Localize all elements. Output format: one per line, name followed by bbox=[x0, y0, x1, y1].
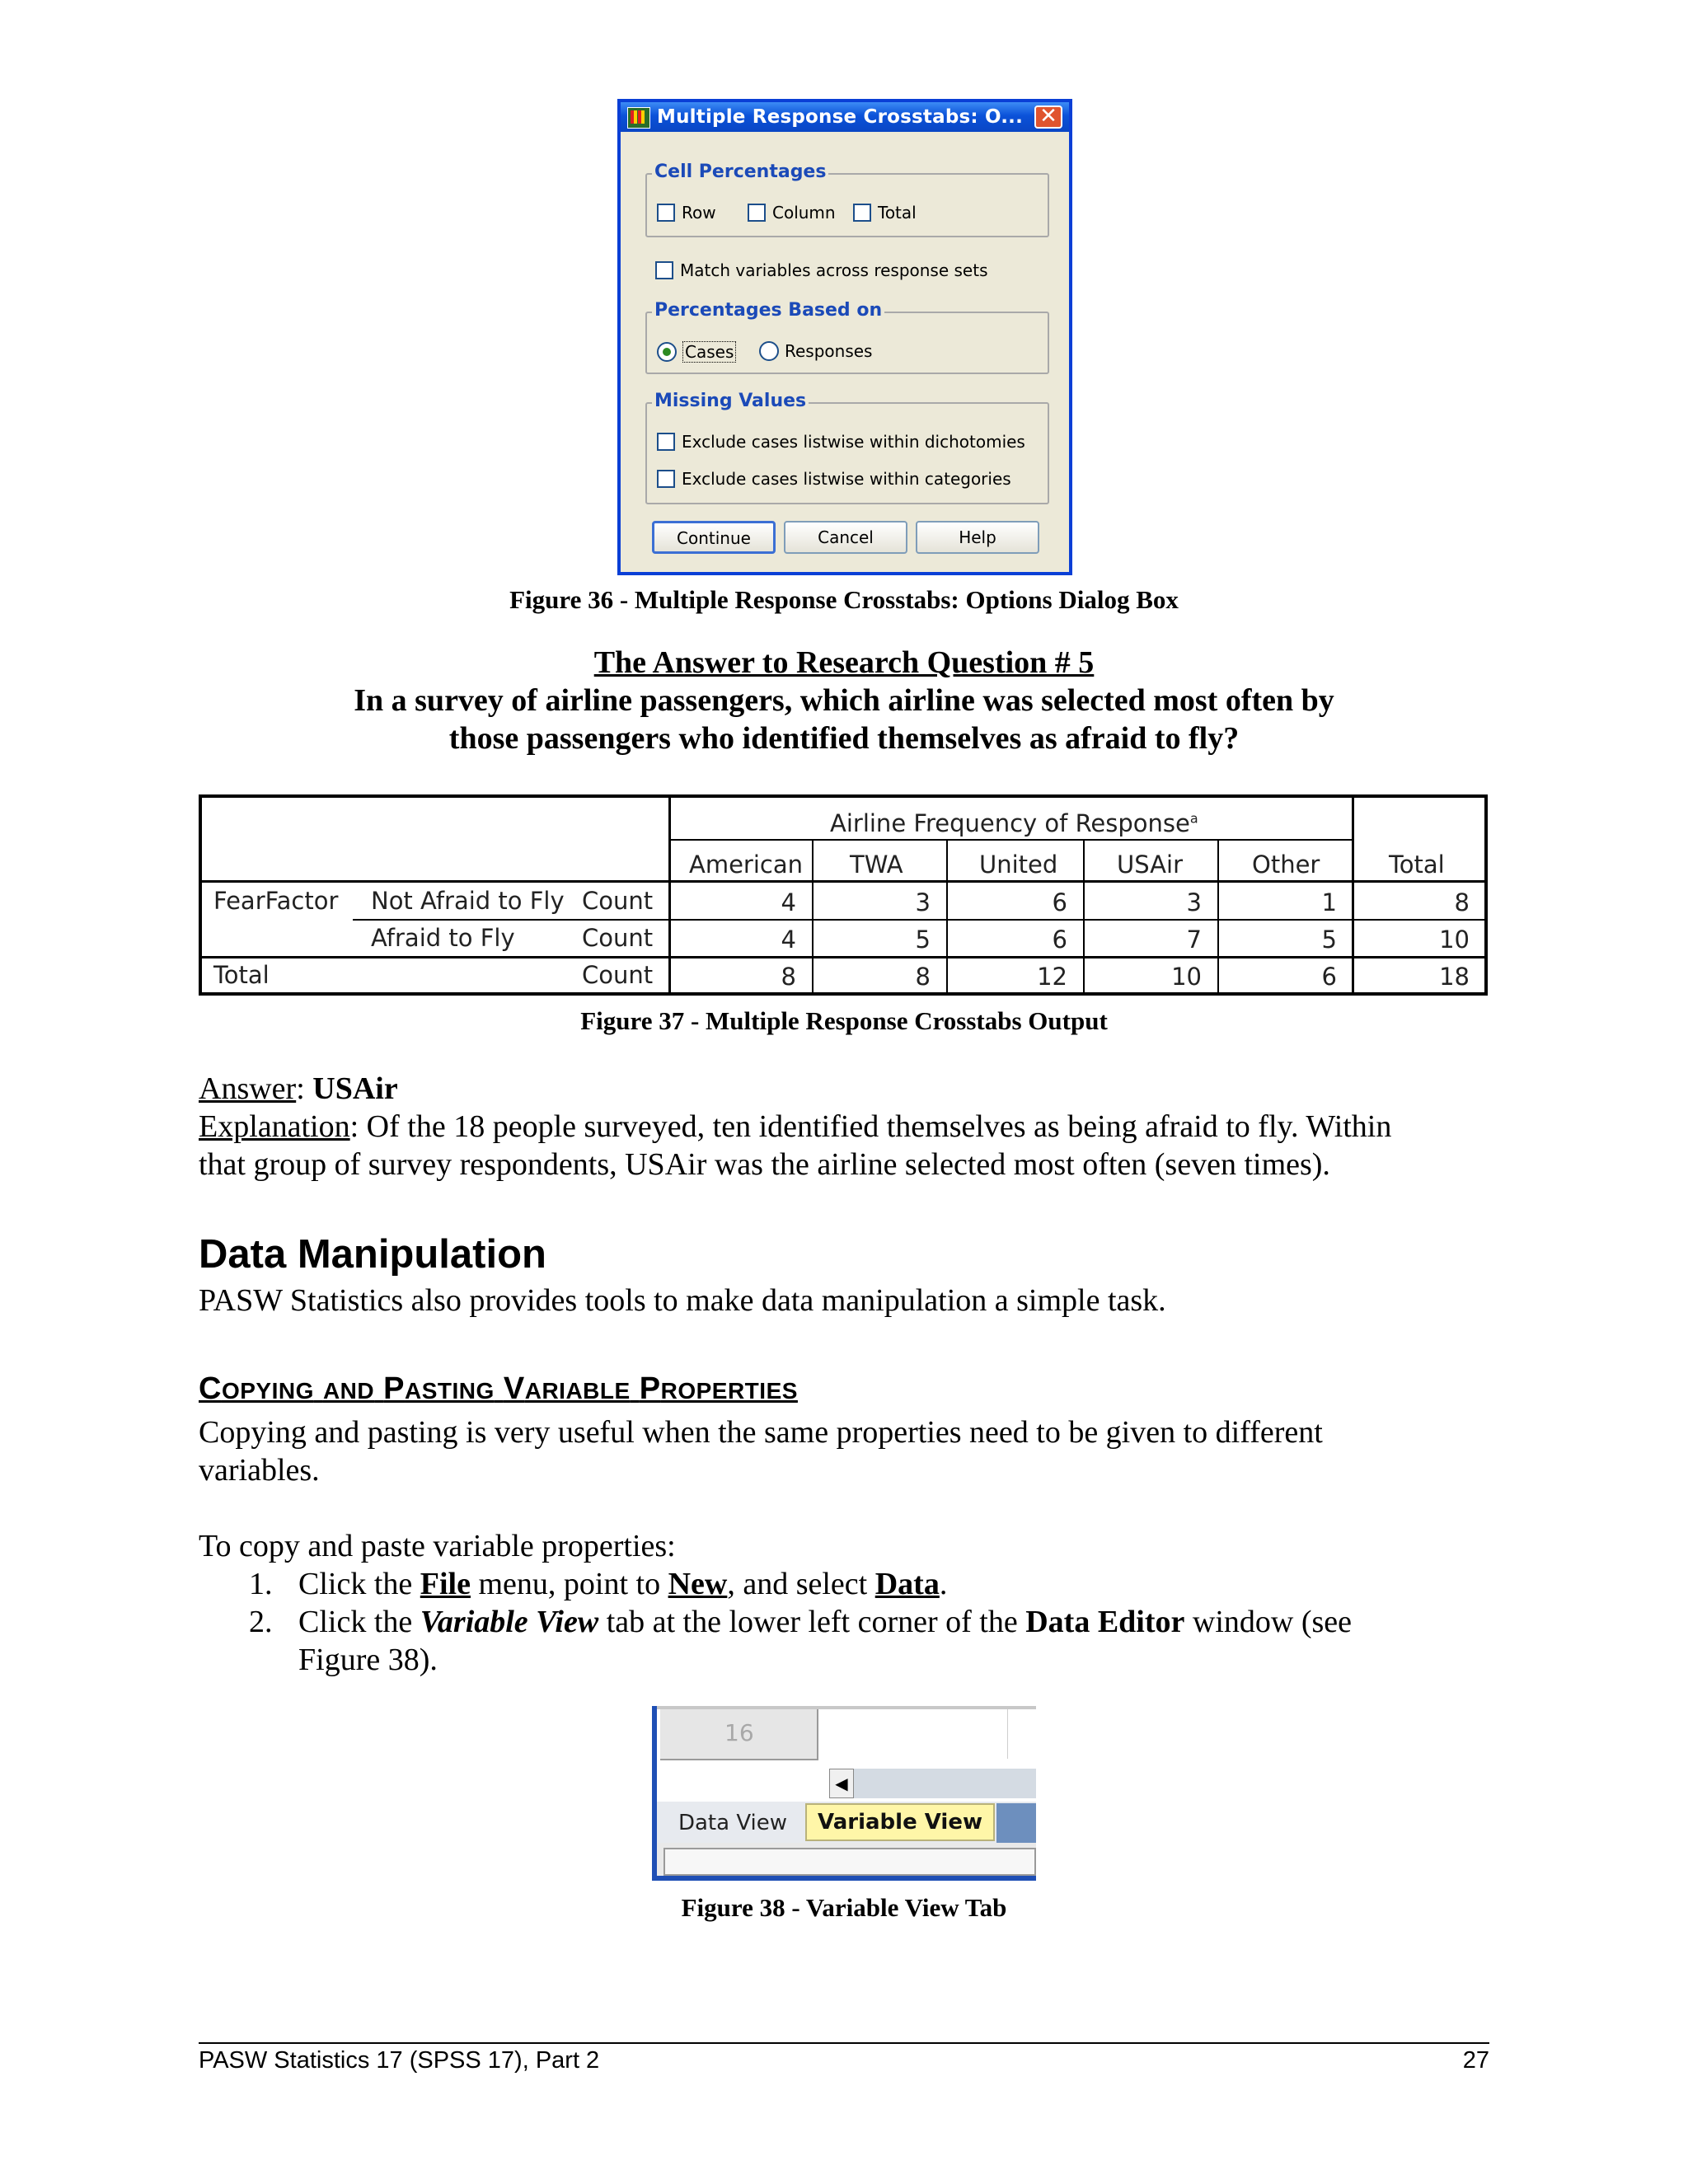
exclude-categories-checkbox[interactable] bbox=[657, 469, 1011, 489]
row-checkbox[interactable] bbox=[657, 203, 716, 223]
column-header: American bbox=[689, 851, 804, 879]
data-manipulation-intro: PASW Statistics also provides tools to make data manipulation a simple task. bbox=[199, 1283, 1166, 1318]
dialog-titlebar[interactable] bbox=[621, 102, 1069, 132]
cases-label: Cases bbox=[682, 341, 736, 363]
row-stat-label: Count bbox=[582, 887, 654, 915]
row-number: 16 bbox=[724, 1719, 754, 1746]
checkbox-icon bbox=[748, 204, 766, 222]
new-menu-ref: New bbox=[668, 1567, 728, 1601]
table-cell: 5 bbox=[1321, 926, 1337, 954]
table-cell: 8 bbox=[1454, 888, 1470, 916]
row-stat-label: Count bbox=[582, 961, 654, 989]
explanation-line-1 bbox=[199, 1108, 1391, 1146]
total-checkbox[interactable] bbox=[853, 203, 917, 223]
copy-paste-para-line-2: variables. bbox=[199, 1453, 320, 1488]
horizontal-scrollbar[interactable] bbox=[829, 1769, 1036, 1798]
copy-paste-para-line-1: Copying and pasting is very useful when the same properties need to be given to different bbox=[199, 1415, 1323, 1450]
table-cell: 10 bbox=[1439, 926, 1470, 954]
row-group-label: Total bbox=[213, 961, 270, 989]
heading-cap: P bbox=[639, 1371, 661, 1406]
match-variables-label: Match variables across response sets bbox=[680, 260, 988, 280]
heading-cap: P bbox=[383, 1371, 406, 1406]
answer-line: Answer: USAir bbox=[199, 1071, 398, 1106]
step-text: window (see bbox=[1184, 1605, 1353, 1639]
table-header-text: Airline Frequency of Response bbox=[830, 809, 1190, 837]
answer-label: Answer bbox=[199, 1071, 297, 1106]
row-group-label: FearFactor bbox=[213, 887, 339, 915]
figure38-caption: Figure 38 - Variable View Tab bbox=[681, 1893, 1007, 1922]
exclude-categories-label: Exclude cases listwise within categories bbox=[682, 469, 1011, 489]
table-cell: 3 bbox=[1186, 888, 1202, 916]
answer-section-title: The Answer to Research Question # 5 bbox=[593, 645, 1095, 680]
checkbox-icon bbox=[655, 261, 673, 279]
table-spanning-header bbox=[830, 809, 1198, 837]
table-header-footnote: a bbox=[1189, 810, 1198, 827]
step-text: , and select bbox=[727, 1567, 875, 1601]
responses-radio[interactable] bbox=[759, 341, 872, 361]
explanation-text-1: : Of the 18 people surveyed, ten identified themselves as being afraid to fly. Within bbox=[349, 1109, 1392, 1144]
row-stat-label: Count bbox=[582, 924, 654, 952]
checkbox-icon bbox=[657, 433, 675, 451]
heading-rest: AND bbox=[322, 1378, 375, 1404]
page-number: 27 bbox=[1462, 2047, 1489, 2074]
table-cell: 4 bbox=[781, 926, 796, 954]
column-header: Other bbox=[1252, 851, 1320, 879]
table-cell: 18 bbox=[1439, 963, 1470, 991]
cancel-button[interactable]: Cancel bbox=[784, 521, 907, 554]
variable-view-tab-figure bbox=[652, 1706, 1036, 1881]
footer-rule bbox=[199, 2042, 1489, 2044]
radio-selected-icon bbox=[657, 342, 677, 362]
row-header-cell[interactable] bbox=[660, 1709, 818, 1760]
variable-view-tab[interactable]: Variable View bbox=[805, 1803, 995, 1841]
table-cell: 3 bbox=[915, 888, 931, 916]
responses-label: Responses bbox=[785, 341, 873, 361]
column-label: Column bbox=[772, 203, 836, 223]
radio-icon bbox=[759, 341, 779, 361]
percentages-based-on-legend: Percentages Based on bbox=[652, 300, 884, 321]
table-cell: 1 bbox=[1321, 888, 1337, 916]
heading-cap: V bbox=[503, 1371, 525, 1406]
missing-values-legend: Missing Values bbox=[652, 391, 809, 411]
column-header: TWA bbox=[850, 851, 903, 879]
data-manipulation-heading: Data Manipulation bbox=[199, 1232, 546, 1277]
total-label: Total bbox=[878, 203, 917, 223]
explanation-label: Explanation bbox=[199, 1109, 350, 1144]
cases-radio[interactable] bbox=[657, 341, 736, 363]
crosstab-table bbox=[199, 794, 1488, 996]
figure37-caption: Figure 37 - Multiple Response Crosstabs Output bbox=[580, 1006, 1108, 1035]
step-1-number: 1. bbox=[249, 1567, 273, 1601]
checkbox-icon bbox=[853, 204, 871, 222]
heading-cap: C bbox=[199, 1371, 222, 1406]
exclude-dichotomies-checkbox[interactable] bbox=[657, 432, 1025, 452]
column-checkbox[interactable] bbox=[748, 203, 836, 223]
missing-values-group bbox=[645, 391, 1049, 504]
explanation-line-2: that group of survey respondents, USAir was the airline selected most often (seven times). bbox=[199, 1147, 1330, 1182]
table-cell: 8 bbox=[915, 963, 931, 991]
close-icon[interactable]: ✕ bbox=[1034, 105, 1062, 129]
step-2-number: 2. bbox=[249, 1605, 273, 1639]
step-1 bbox=[298, 1565, 947, 1603]
heading-rest: ROPERTIES bbox=[660, 1378, 798, 1404]
checkbox-icon bbox=[657, 470, 675, 488]
copy-paste-heading bbox=[199, 1371, 798, 1407]
figure36-caption: Figure 36 - Multiple Response Crosstabs: Options Dialog Box bbox=[509, 585, 1179, 614]
table-cell: 10 bbox=[1171, 963, 1202, 991]
column-header: United bbox=[979, 851, 1058, 879]
table-cell: 6 bbox=[1052, 926, 1067, 954]
percentages-based-on-group bbox=[645, 300, 1049, 374]
table-cell: 5 bbox=[915, 926, 931, 954]
help-button[interactable]: Help bbox=[916, 521, 1039, 554]
step-2-line-2: Figure 38). bbox=[298, 1643, 438, 1677]
row-label: Afraid to Fly bbox=[371, 924, 515, 952]
checkbox-icon bbox=[657, 204, 675, 222]
data-view-tab[interactable]: Data View bbox=[678, 1811, 788, 1835]
step-text: menu, point to bbox=[470, 1567, 668, 1601]
step-text: . bbox=[939, 1567, 948, 1601]
heading-rest: ARIABLE bbox=[524, 1378, 631, 1404]
step-2 bbox=[298, 1603, 1352, 1641]
data-menu-ref: Data bbox=[874, 1567, 940, 1601]
variable-view-ref: Variable View bbox=[420, 1605, 599, 1639]
options-dialog bbox=[617, 99, 1072, 575]
question-line-1: In a survey of airline passengers, which airline was selected most often by bbox=[354, 683, 1334, 718]
table-cell: 6 bbox=[1321, 963, 1337, 991]
cell-percentages-group bbox=[645, 162, 1049, 237]
answer-value: USAir bbox=[312, 1071, 398, 1106]
dialog-title: Multiple Response Crosstabs: O... bbox=[657, 106, 1024, 128]
question-line-2: those passengers who identified themselves as afraid to fly? bbox=[448, 721, 1240, 756]
footer-title: PASW Statistics 17 (SPSS 17), Part 2 bbox=[199, 2047, 600, 2074]
table-cell: 7 bbox=[1186, 926, 1202, 954]
heading-rest: OPYING bbox=[221, 1378, 314, 1404]
row-label: Row bbox=[682, 203, 716, 223]
heading-rest: ASTING bbox=[405, 1378, 495, 1404]
table-cell: 4 bbox=[781, 888, 796, 916]
cell-percentages-legend: Cell Percentages bbox=[652, 162, 828, 182]
column-header: USAir bbox=[1117, 851, 1183, 879]
data-editor-ref: Data Editor bbox=[1025, 1605, 1185, 1639]
continue-button[interactable]: Continue bbox=[652, 521, 776, 554]
step-text: tab at the lower left corner of the bbox=[598, 1605, 1026, 1639]
table-cell: 12 bbox=[1037, 963, 1067, 991]
table-cell: 8 bbox=[781, 963, 796, 991]
match-variables-checkbox[interactable] bbox=[655, 260, 988, 280]
scroll-left-icon[interactable]: ◀ bbox=[829, 1769, 854, 1798]
step-text: Click the bbox=[298, 1567, 420, 1601]
spss-app-icon bbox=[627, 107, 650, 129]
column-header: Total bbox=[1389, 851, 1445, 879]
row-label: Not Afraid to Fly bbox=[371, 887, 565, 915]
steps-intro: To copy and paste variable properties: bbox=[199, 1529, 676, 1563]
table-cell: 6 bbox=[1052, 888, 1067, 916]
step-text: Click the bbox=[298, 1605, 420, 1639]
file-menu-ref: File bbox=[420, 1567, 471, 1601]
status-bar bbox=[663, 1848, 1036, 1876]
exclude-dichotomies-label: Exclude cases listwise within dichotomies bbox=[682, 432, 1025, 452]
